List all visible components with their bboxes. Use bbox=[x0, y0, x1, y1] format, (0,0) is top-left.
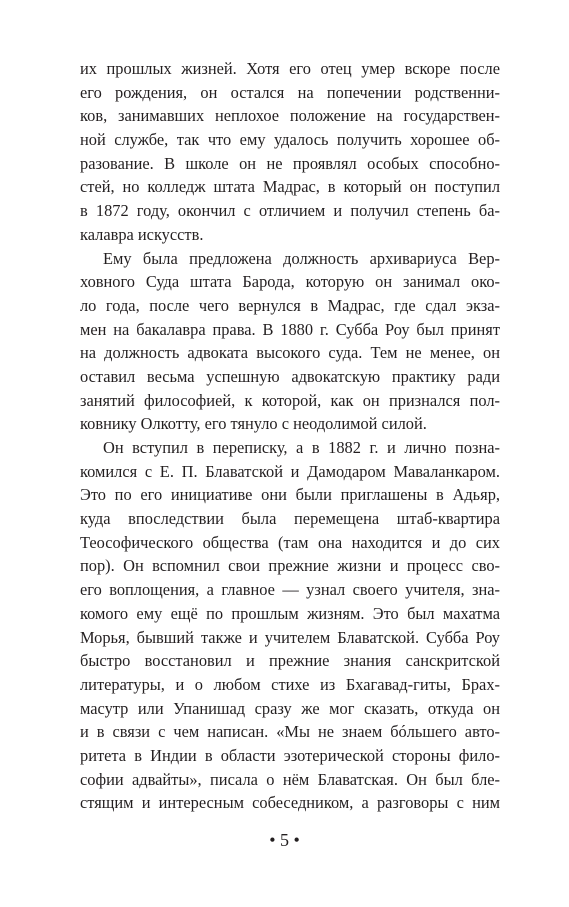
text-line: Теософического общества (там она находится и до сих bbox=[80, 532, 500, 552]
text-line: разование. В школе он не проявлял особых способно- bbox=[80, 153, 500, 173]
text-line: в 1872 году, окончил с отличием и получил степень ба- bbox=[80, 201, 500, 221]
text-line: литературы, и о любом стихе из Бхагавад-гиты, Брах- bbox=[80, 674, 500, 694]
text-line: Ему была предложена должность архивариуса Вер- bbox=[103, 248, 500, 268]
text-line: стящим и интересным собеседником, а разговоры с ним bbox=[80, 793, 500, 813]
text-line: комого ему ещё по прошлым жизням. Это был махатма bbox=[80, 603, 500, 623]
text-line: софии адвайты», писала о нём Блаватская. Он был бле- bbox=[80, 769, 500, 789]
text-line: ков, занимавших неплохое положение на государствен- bbox=[80, 106, 500, 126]
text-line: и в связи с чем написан. «Мы не знаем бóльшего авто- bbox=[80, 722, 500, 742]
body-text bbox=[80, 57, 500, 815]
text-line: ло года, после чего вернулся в Мадрас, где сдал экза- bbox=[80, 295, 500, 315]
text-line: пор). Он вспомнил свои прежние жизни и процесс сво- bbox=[80, 556, 500, 576]
text-line: на должность адвоката высокого суда. Тем не менее, он bbox=[80, 343, 500, 363]
text-line: ковнику Олкотту, его тянуло с неодолимой силой. bbox=[80, 414, 427, 434]
text-line: куда впоследствии была перемещена штаб-квартира bbox=[80, 509, 500, 529]
text-line: стей, но колледж штата Мадрас, в который он поступил bbox=[80, 177, 500, 197]
page-number: • 5 • bbox=[269, 830, 300, 850]
text-line: его рождения, он остался на попечении родственни- bbox=[80, 82, 500, 102]
text-line: оставил весьма успешную адвокатскую практику ради bbox=[80, 366, 500, 386]
text-line: Морья, бывший также и учителем Блаватской. Субба Роу bbox=[80, 627, 500, 647]
text-line: ной службе, так что ему удалось получить хорошее об- bbox=[80, 130, 500, 150]
text-line: Это по его инициативе они были приглашены в Адьяр, bbox=[80, 485, 500, 505]
text-line: масутр или Упанишад сразу же мог сказать, откуда он bbox=[80, 698, 500, 718]
text-line: его воплощения, а главное — узнал своего учителя, зна- bbox=[80, 580, 500, 600]
text-line: ритета в Индии в области эзотерической стороны фило- bbox=[80, 745, 500, 765]
text-line: Он вступил в переписку, а в 1882 г. и лично позна- bbox=[103, 438, 500, 457]
text-line: ховного Суда штата Барода, которую он занимал око- bbox=[80, 272, 500, 292]
text-line: комился с Е. П. Блаватской и Дамодаром Маваланкаром. bbox=[80, 461, 500, 481]
text-line: быстро восстановил и прежние знания санскритской bbox=[80, 651, 500, 671]
text-line: калавра искусств. bbox=[80, 224, 204, 244]
text-line: занятий философией, к которой, как он признался пол- bbox=[80, 390, 500, 410]
text-line: мен на бакалавра права. В 1880 г. Субба Роу был принят bbox=[80, 319, 500, 339]
text-line: их прошлых жизней. Хотя его отец умер вскоре после bbox=[80, 59, 500, 78]
